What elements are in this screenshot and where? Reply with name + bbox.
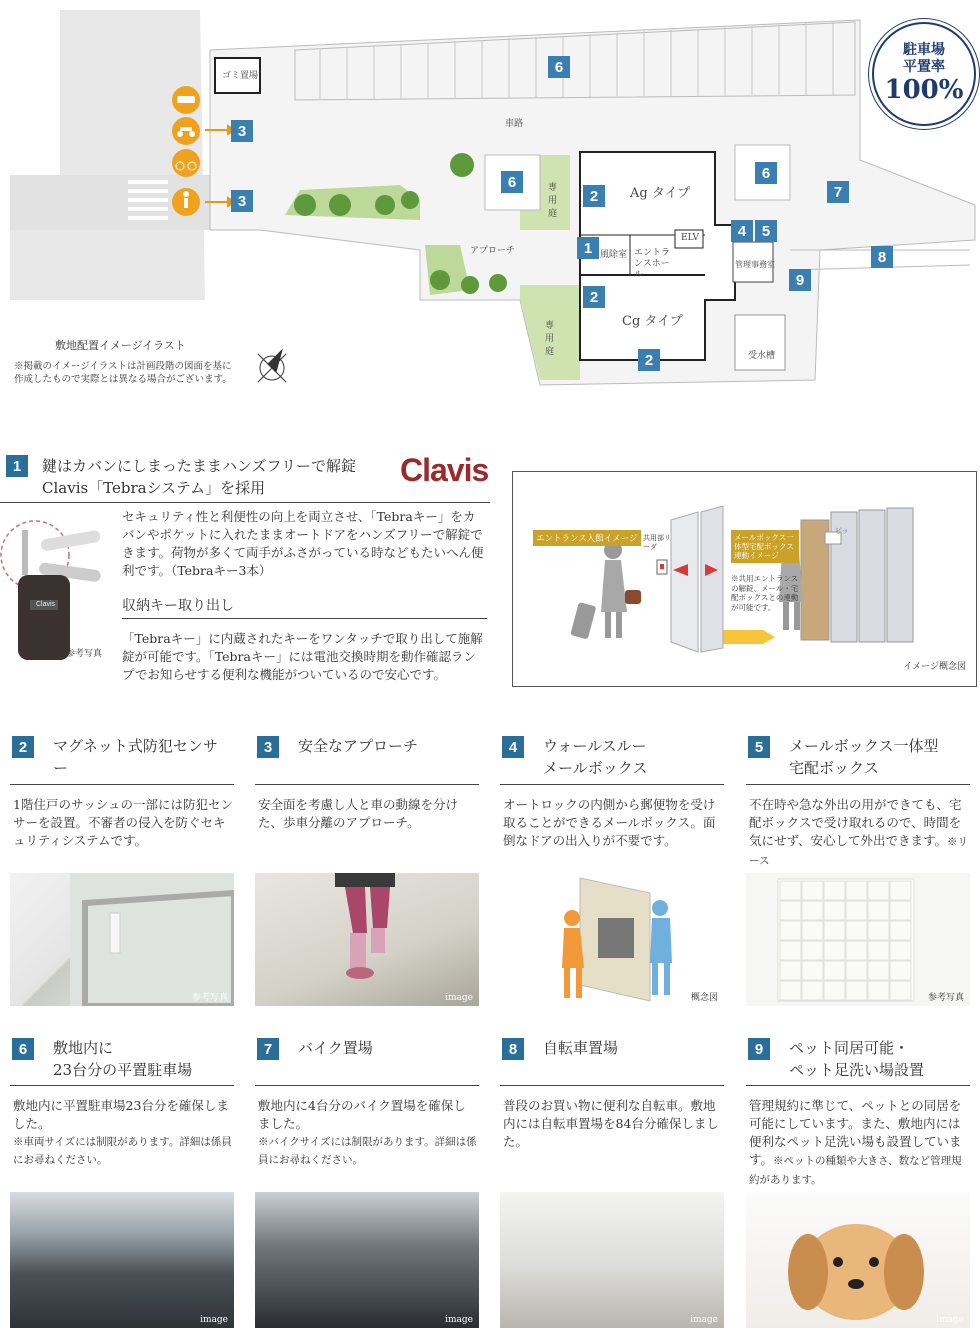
puppy-illustration (746, 1192, 970, 1328)
feature-note: ※車両サイズには制限があります。詳細は係員にお尋ねください。 (13, 1136, 232, 1166)
clavis-logo: Clavis (400, 452, 489, 488)
section-number: 2 (12, 736, 34, 758)
map-marker: 5 (755, 220, 777, 242)
feature-body (13, 796, 233, 850)
feature-note: ※ペットの種類や大きさ、数など管理規約があります。 (749, 1155, 962, 1186)
reader-label: 共用部リーダ (643, 534, 671, 551)
feature-title-line-2: ー (53, 759, 69, 777)
feature-title-line-1: 敷地内に (53, 1039, 114, 1057)
feature-title-line-2: 宅配ボックス (789, 759, 879, 777)
s1-body-2: 「Tebraキー」に内蔵されたキーをワンタッチで取り出して施解錠が可能です。「Tebraキー」には電池交換時期を動作確認ランプでお知らせする便利な機能がついているので安心です。 (122, 631, 483, 682)
feature-body (503, 796, 723, 850)
s1-photo-caption: 参考写真 (66, 649, 103, 659)
s1-title-line1: 鍵はカバンにしまったままハンズフリーで解錠 (42, 457, 356, 475)
map-note: ※掲載のイメージイラストは計画段階の図面を基に作成したもので実際とは異なる場合がございます。 (14, 361, 232, 385)
feature-body-text: 管理規約に準じて、ペットとの同居を可能にしています。また、敷地内には便利なペット足洗い場も設置しています。 (749, 1098, 962, 1167)
feature-rule (746, 784, 970, 785)
section-number: 4 (502, 736, 524, 758)
map-marker: 3 (231, 120, 253, 142)
feature-body (258, 796, 478, 832)
feature-body (258, 1097, 478, 1169)
elv-label: ELV (681, 233, 699, 243)
feature-title-line-1: ウォールスルー (543, 737, 647, 755)
feature-body-text: 敷地内に平置駐車場23台分を確保しました。 (13, 1098, 229, 1131)
section-number: 8 (502, 1038, 524, 1060)
section-number: 9 (748, 1038, 770, 1060)
feature-photo-caption: image (445, 993, 473, 1003)
feature-body-text: 不在時や急な外出の用ができても、宅配ボックスで受け取れるので、時間を気にせず、安心して外出できます。 (749, 797, 962, 848)
feature-photo-caption: 概念図 (690, 993, 718, 1003)
feature-rule (10, 1085, 234, 1086)
feature-title-line-1: ペット同居可能・ (789, 1039, 910, 1057)
feature-rule (746, 1085, 970, 1086)
map-marker: 9 (789, 269, 811, 291)
section-number: 1 (6, 455, 28, 477)
feature-photo (500, 1192, 724, 1328)
map-title: 敷地配置イメージイラスト (55, 339, 186, 352)
feature-photo (746, 1192, 970, 1328)
s1-body-1: セキュリティ性と利便性の向上を両立させ、「Tebraキー」をカバンやポケットに入れたままオートドアをハンズフリーで解錠できます。荷物が多くて両手がふさがっている時などもたいへん便利です。（Tebraキー3本） (122, 509, 484, 578)
feature-title-line-1: 安全なアプローチ (298, 737, 419, 755)
feature-photo (10, 873, 234, 1006)
road-label: 車路 (505, 119, 524, 129)
feature-body-text: 普段のお買い物に便利な自転車。敷地内には自転車置場を84台分確保しました。 (503, 1098, 719, 1149)
feature-title-line-2: メールボックス (543, 759, 648, 777)
private-garden-label-bottom: 専用庭 (545, 321, 555, 357)
map-marker: 1 (577, 237, 599, 259)
mailbox-note: ※共用エントランスの解錠、メール・宅配ボックスとの連動が可能です。 (731, 574, 799, 612)
map-marker: 8 (871, 246, 893, 268)
section-number: 7 (257, 1038, 279, 1060)
feature-photo (255, 873, 479, 1006)
feature-photo-caption: image (445, 1315, 473, 1325)
water-tank-label: 受水槽 (748, 351, 776, 361)
map-marker: 3 (231, 190, 253, 212)
window-sensor-illustration (10, 873, 234, 1006)
feature-photo-caption: image (200, 1315, 228, 1325)
s1-subtitle: 収納キー取り出し (122, 598, 234, 614)
section-number: 3 (257, 736, 279, 758)
feature-rule (255, 784, 479, 785)
tebra-system-diagram (512, 471, 977, 687)
s1-sub-rule (122, 618, 487, 619)
tebra-key-photo (0, 510, 112, 665)
feature-rule (500, 1085, 724, 1086)
delivery-box-illustration (746, 873, 970, 1006)
private-garden-label-top: 専用庭 (548, 183, 558, 219)
key-brand-label: Clavis (36, 601, 56, 608)
feature-photo-caption: 参考写真 (927, 993, 964, 1003)
feature-rule (500, 784, 724, 785)
entrance-hall-label: エントランスホール (634, 248, 671, 280)
s1-title-line2: Clavis「Tebraシステム」を採用 (42, 479, 266, 497)
feature-body-text: オートロックの内側から郵便物を受け取ることができるメールボックス。面倒なドアの出入りが不要です。 (503, 797, 716, 848)
tebra-key-illustration (0, 510, 112, 665)
feature-body-text: 敷地内に4台分のバイク置場を確保しました。 (258, 1098, 466, 1131)
beep-sign: ピッ (835, 527, 849, 535)
map-marker: 7 (827, 181, 849, 203)
feature-body (13, 1097, 233, 1169)
feature-note: ※リース (749, 836, 969, 867)
feature-rule (255, 1085, 479, 1086)
feature-title-line-1: 自転車置場 (543, 1039, 619, 1057)
feature-photo-caption: 参考写真 (191, 993, 228, 1003)
feature-body-text: 安全面を考慮し人と車の動線を分けた、歩車分離のアプローチ。 (258, 797, 459, 830)
feature-title-line-1: メールボックス一体型 (789, 737, 939, 755)
feature-rule (10, 784, 234, 785)
feature-body-text: 1階住戸のサッシュの一部には防犯センサーを設置。不審者の侵入を防ぐセキュリティシステムです。 (13, 797, 233, 848)
cg-type-label: Cg タイプ (622, 314, 683, 329)
ag-type-label: Ag タイプ (630, 186, 691, 201)
feature-photo (10, 1192, 234, 1328)
walking-legs-illustration (255, 873, 479, 1006)
feature-body (749, 1097, 969, 1189)
wall-through-mailbox-illustration (500, 873, 724, 1006)
s1-rule (0, 502, 490, 503)
feature-photo-caption: image (690, 1315, 718, 1325)
map-marker: 4 (731, 220, 753, 242)
feature-body (749, 796, 969, 870)
feature-title-line-2: ペット足洗い場設置 (789, 1061, 925, 1079)
map-marker: 2 (583, 185, 605, 207)
feature-photo-caption: image (936, 1315, 964, 1325)
map-marker: 6 (755, 162, 777, 184)
entrance-image-label: エントランス入館イメージ (533, 530, 641, 546)
feature-title-line-1: バイク置場 (298, 1039, 373, 1057)
badge-line-3: 100% (884, 75, 964, 105)
feature-title-line-2: 23台分の平置駐車場 (53, 1061, 193, 1079)
feature-note: ※バイクサイズには制限があります。詳細は係員にお尋ねください。 (258, 1136, 477, 1166)
feature-photo (746, 873, 970, 1006)
feature-body (503, 1097, 723, 1151)
feature-photo (500, 873, 724, 1006)
mgmt-office-label: 管理事務室 (735, 260, 775, 269)
map-marker: 2 (638, 349, 660, 371)
section-number: 5 (748, 736, 770, 758)
map-marker: 6 (501, 171, 523, 193)
parking-rate-badge (872, 22, 976, 126)
garbage-label: ゴミ置場 (222, 71, 259, 81)
map-marker: 6 (548, 56, 570, 78)
map-marker: 2 (583, 286, 605, 308)
feature-photo (255, 1192, 479, 1328)
windbreak-label: 風除室 (600, 250, 628, 260)
badge-line-1: 駐車場 (903, 42, 945, 58)
diagram-caption: イメージ概念図 (903, 662, 966, 672)
mailbox-image-label: メールボックス一体型宅配ボックス連動イメージ (731, 530, 799, 563)
approach-label: アプローチ (470, 246, 516, 256)
section-number: 6 (12, 1038, 34, 1060)
feature-title-line-1: マグネット式防犯センサ (53, 737, 218, 755)
badge-line-2: 平置率 (903, 59, 945, 75)
